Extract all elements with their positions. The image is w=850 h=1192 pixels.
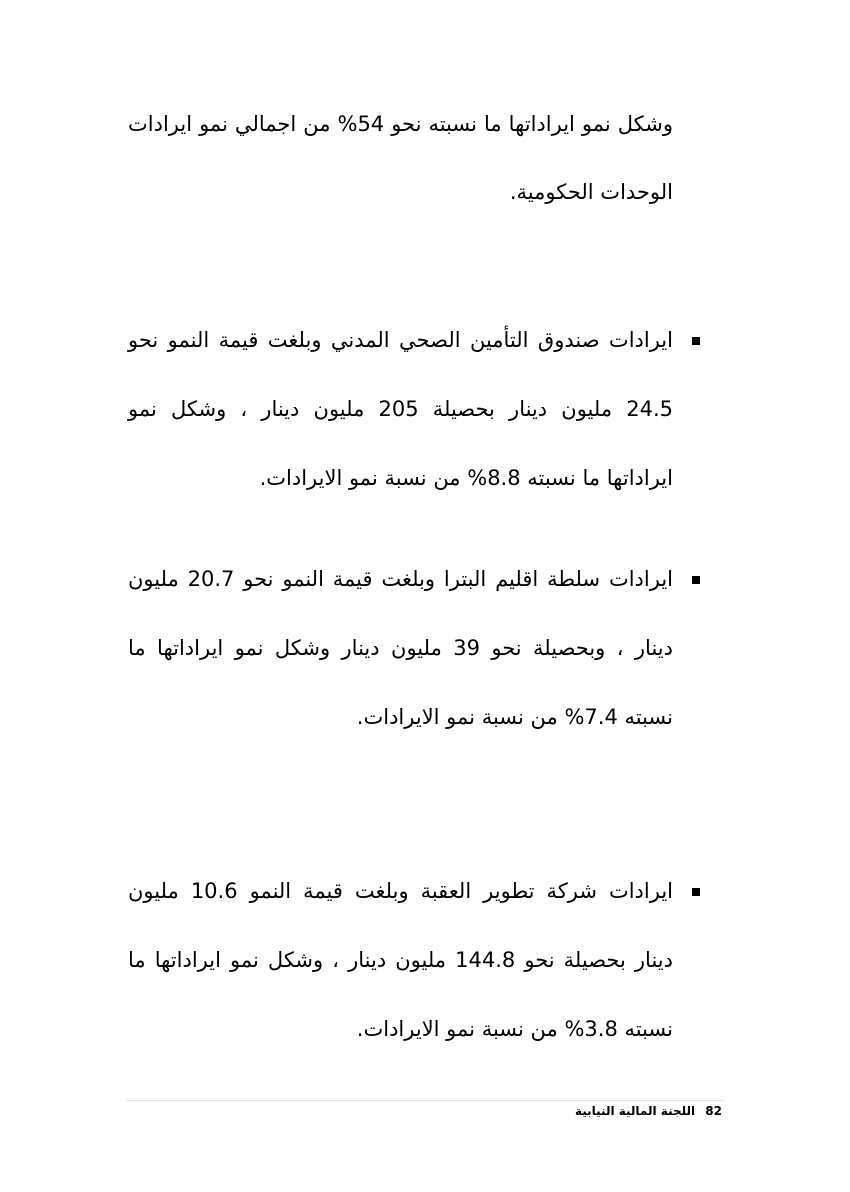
footer-divider — [126, 1100, 723, 1101]
square-bullet-icon — [692, 576, 700, 584]
bullet-item-petra-region-authority — [128, 545, 673, 752]
intro-paragraph: وشكل نمو ايراداتها ما نسبته نحو 54% من اجمالي نمو ايرادات الوحدات الحكومية. — [128, 112, 673, 204]
bullet-item-health-insurance-fund — [128, 306, 673, 513]
bullet-text: ايرادات صندوق التأمين الصحي المدني وبلغت قيمة النمو نحو 24.5 مليون دينار بحصيلة 205 مليون دينار ، وشكل نمو ايراداتها ما نسبته 8.8% من نسبة نمو الايرادات. — [128, 328, 674, 490]
bullet-item-aqaba-development-company — [128, 857, 673, 1064]
square-bullet-icon — [692, 888, 700, 896]
committee-name: اللجنة المالية النيابية — [574, 1104, 696, 1118]
page-number: 82 — [705, 1104, 722, 1118]
bullet-text: ايرادات شركة تطوير العقبة وبلغت قيمة النمو 10.6 مليون دينار بحصيلة نحو 144.8 مليون دينار ، وشكل نمو ايراداتها ما نسبته 3.8% من نسبة نمو الايرادات. — [128, 879, 673, 1041]
page-footer — [575, 1104, 722, 1118]
bullet-text: ايرادات سلطة اقليم البترا وبلغت قيمة النمو نحو 20.7 مليون دينار ، وبحصيلة نحو 39 مليون دينار وشكل نمو ايراداتها ما نسبته 7.4% من نسبة نمو الايرادات. — [128, 567, 673, 729]
square-bullet-icon — [692, 337, 700, 345]
